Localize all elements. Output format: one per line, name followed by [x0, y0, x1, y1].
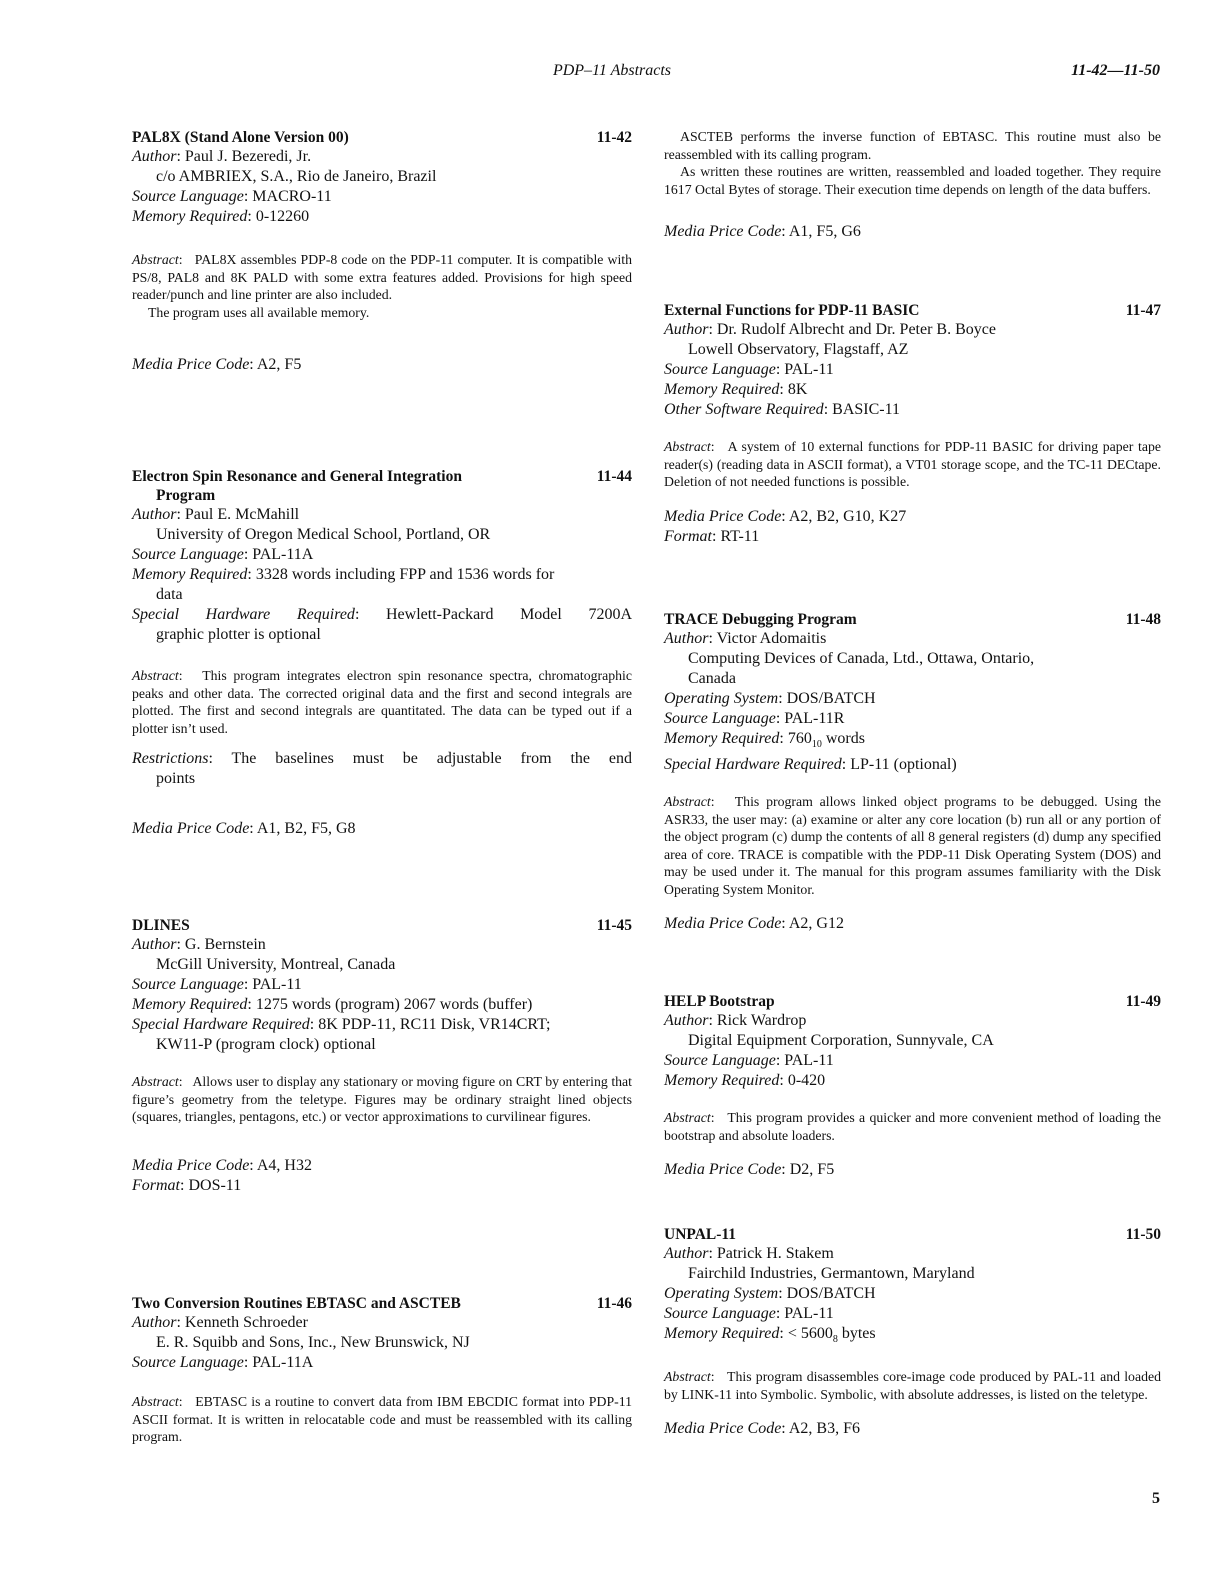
restrictions-label: Restrictions: [132, 750, 209, 767]
entry-title: TRACE Debugging Program: [664, 611, 857, 628]
source-language: MACRO-11: [252, 188, 332, 205]
special-hardware-label: Special Hardware Required: [132, 606, 355, 623]
memory-required-continued: data: [156, 586, 183, 603]
entry-number: 11-48: [1125, 611, 1161, 628]
memory-required: 5600: [800, 1325, 833, 1342]
abstract-text: A system of 10 external functions for PDP-11 BASIC for driving paper tape reader(s) (reading data in ASCII format), a VT01 storage scope, and the TC-11 DECtape. Deletion of not needed functions is possible.: [664, 439, 1161, 489]
memory-required-label: Memory Required: [664, 730, 780, 747]
author-label: Author: [132, 506, 177, 523]
media-price-code-label: Media Price Code: [132, 356, 250, 373]
media-block: Media Price Code: A1, B2, F5, G8: [132, 820, 356, 837]
memory-required-base: 8: [832, 1334, 838, 1346]
media-price-code: D2, F5: [789, 1161, 835, 1178]
memory-required-prefix: <: [787, 1325, 797, 1342]
entry-meta: Author: Kenneth Schroeder E. R. Squibb and Sons, Inc., New Brunswick, NJ Source Language: PAL-11A: [132, 1313, 632, 1373]
author-label: Author: [664, 1245, 709, 1262]
affiliation: University of Oregon Medical School, Portland, OR: [156, 526, 491, 543]
other-software-label: Other Software Required: [664, 401, 824, 418]
memory-required-base: 10: [811, 739, 822, 751]
media-price-code-label: Media Price Code: [664, 1161, 782, 1178]
entry-title: External Functions for PDP-11 BASIC: [664, 302, 920, 319]
abstract-text: This program allows linked object programs to be debugged. Using the ASR33, the user may: (a) examine or alter any core location (b) run all or any portion of the object program (c) dump the contents of all 8 general registers (d) dump any specified area of core. TRACE is compatible with the PDP-11 Disk Operating System (DOS) and may be used under it. The manual for this program assumes familiarity with the Disk Operating System Monitor.: [664, 794, 1161, 897]
abstract-paragraph: Abstract: PAL8X assembles PDP-8 code on the PDP-11 computer. It is compatible with PS/8, PAL8 and 8K PALD with some extra features added. Provisions for high speed reader/punch and line printer are also included. The program uses all available memory.: [132, 252, 633, 320]
running-header-range: 11-42—11-50: [1071, 62, 1160, 79]
entry-meta: Author: Paul E. McMahill University of Oregon Medical School, Portland, OR Source Language: PAL-11A Memory Required: 3328 words including FPP and 1536 words for data Special Hardware Required: Hewlett-Packard Model 7200A graphic plotter is optional: [132, 506, 633, 643]
media-price-code: A2, F5: [256, 356, 302, 373]
entry-heading: [664, 610, 1161, 629]
special-hardware-continued: KW11-P (program clock) optional: [156, 1036, 376, 1053]
abstract-entry-11-46: [132, 1294, 632, 1446]
source-language: PAL-11: [784, 1052, 834, 1069]
author-label: Author: [132, 936, 177, 953]
operating-system-label: Operating System: [664, 1285, 779, 1302]
abstract-entry-11-45: [132, 916, 632, 1196]
abstract-paragraph: Abstract: Allows user to display any stationary or moving figure on CRT by entering that figure’s geometry from the teletype. Figures may be ordinary straight lined objects (squares, triangles, pentagons, etc.) or vector approximations to curvilinear figures.: [132, 1074, 633, 1124]
abstract-text-continued: ASCTEB performs the inverse function of EBTASC. This routine must also be reassembled with its calling program.: [664, 129, 1161, 162]
media-price-code: A1, B2, F5, G8: [256, 820, 356, 837]
format-label: Format: [664, 527, 712, 545]
abstract-text: EBTASC is a routine to convert data from IBM EBCDIC format into PDP-11 ASCII format. It is written in relocatable code and must be reassembled with its calling program.: [132, 1394, 632, 1444]
author-label: Author: [132, 148, 177, 165]
entry-number: 11-50: [1125, 1226, 1161, 1243]
source-language: PAL-11A: [252, 1354, 314, 1371]
abstract-text: This program provides a quicker and more convenient method of loading the bootstrap and absolute loaders.: [664, 1110, 1161, 1143]
special-hardware-label: Special Hardware Required: [132, 1016, 310, 1033]
abstract-paragraph: Abstract: This program provides a quicker and more convenient method of loading the bootstrap and absolute loaders.: [664, 1110, 1161, 1143]
affiliation: Computing Devices of Canada, Ltd., Ottawa, Ontario,: [688, 650, 1035, 667]
author: Paul E. McMahill: [184, 506, 300, 523]
entry-meta: Author: Paul J. Bezeredi, Jr. c/o AMBRIEX, S.A., Rio de Janeiro, Brazil Source Language: MACRO-11 Memory Required: 0-12260: [132, 147, 632, 227]
abstract-paragraph: Abstract: EBTASC is a routine to convert data from IBM EBCDIC format into PDP-11 ASCII format. It is written in relocatable code and must be reassembled with its calling program.: [132, 1394, 632, 1444]
author-label: Author: [664, 1012, 709, 1029]
affiliation: E. R. Squibb and Sons, Inc., New Brunswick, NJ: [156, 1334, 470, 1351]
abstract-text-continued: The program uses all available memory.: [148, 304, 370, 320]
special-hardware: Hewlett-Packard Model 7200A: [385, 606, 633, 623]
entry-heading: [132, 1294, 632, 1313]
operating-system: DOS/BATCH: [786, 1285, 876, 1302]
author-label: Author: [664, 630, 709, 647]
format-label: Format: [132, 1176, 180, 1194]
media-price-code-label: Media Price Code: [132, 1156, 250, 1174]
format: DOS-11: [188, 1176, 242, 1194]
media-block: Media Price Code: A1, F5, G6: [664, 223, 861, 240]
entry-title: DLINES: [132, 917, 190, 934]
operating-system: DOS/BATCH: [786, 690, 876, 707]
abstract-text: Allows user to display any stationary or moving figure on CRT by entering that figure’s geometry from the teletype. Figures may be ordinary straight lined objects (squares, triangles, pentagons, etc.) or vector approximations to curvilinear figures.: [132, 1074, 633, 1124]
abstract-label: Abstract: [664, 794, 711, 810]
entry-number: 11-46: [596, 1295, 632, 1312]
source-language-label: Source Language: [132, 188, 244, 205]
entry-title: PAL8X (Stand Alone Version 00): [132, 129, 349, 146]
abstract-entry-11-48: [664, 610, 1161, 934]
source-language-label: Source Language: [664, 1305, 776, 1322]
abstract-entry-11-42: [132, 128, 632, 375]
special-hardware: LP-11 (optional): [850, 756, 957, 774]
entry-meta: Author: G. Bernstein McGill University, Montreal, Canada Source Language: PAL-11 Memory Required: 1275 words (program) 2067 words (buffer) Special Hardware Required: 8K PDP-11, RC11 Disk, VR14CRT; KW11-P (program clock) optional: [132, 935, 632, 1055]
entry-heading: [132, 467, 632, 505]
affiliation-continued: Canada: [688, 670, 736, 687]
abstract-text: PAL8X assembles PDP-8 code on the PDP-11 computer. It is compatible with PS/8, PAL8 and 8K PALD with some extra features added. Provisions for high speed reader/punch and line printer are also included.: [132, 252, 633, 302]
special-hardware-label: Special Hardware Required: [664, 756, 842, 774]
author: Victor Adomaitis: [716, 630, 827, 647]
memory-required: 3328 words including FPP and 1536 words for: [255, 566, 555, 583]
media-block: Media Price Code: D2, F5: [664, 1161, 835, 1178]
author: Patrick H. Stakem: [716, 1245, 834, 1262]
media-price-code: A2, B2, G10, K27: [788, 507, 907, 525]
source-language-label: Source Language: [664, 1052, 776, 1069]
entry-title: Two Conversion Routines EBTASC and ASCTEB: [132, 1295, 461, 1312]
affiliation: McGill University, Montreal, Canada: [156, 956, 396, 973]
abstract-entry-11-50: [664, 1225, 1161, 1439]
abstract-label: Abstract: [132, 1394, 179, 1409]
source-language-label: Source Language: [132, 1354, 244, 1371]
media-price-code-label: Media Price Code: [664, 1420, 782, 1438]
memory-required-label: Memory Required: [664, 381, 780, 398]
abstract-label: Abstract: [132, 668, 179, 683]
running-header-title: PDP–11 Abstracts: [552, 62, 672, 79]
entry-number: 11-49: [1125, 993, 1161, 1010]
source-language-label: Source Language: [132, 976, 244, 993]
media-block: Media Price Code: A2, G12: [664, 915, 844, 933]
abstract-paragraph: Abstract: This program disassembles core-image code produced by PAL-11 and loaded by LINK-11 into Symbolic. Symbolic, with absolute addresses, is listed on the teletype.: [664, 1369, 1162, 1402]
memory-required: 0-12260: [255, 208, 310, 225]
memory-required-unit: bytes: [841, 1325, 876, 1342]
entry-number: 11-47: [1125, 302, 1161, 319]
source-language: PAL-11A: [252, 546, 314, 563]
memory-required: 760: [787, 730, 812, 747]
other-software: BASIC-11: [832, 401, 900, 418]
source-language: PAL-11: [784, 361, 834, 378]
abstract-label: Abstract: [664, 439, 711, 454]
abstract-label: Abstract: [132, 1074, 179, 1089]
media-price-code: A2, G12: [788, 915, 844, 933]
media-price-code-label: Media Price Code: [132, 820, 250, 837]
entry-heading: [132, 128, 632, 147]
source-language-label: Source Language: [664, 710, 776, 727]
entry-number: 11-44: [596, 468, 632, 485]
abstract-entry-11-46-continued: [664, 128, 1161, 242]
abstract-paragraph: Abstract: This program integrates electron spin resonance spectra, chromatographic peaks and other data. The corrected original data and the first and second integrals are plotted. The first and second integrals are quantitated. The data can be typed out if a plotter isn’t used.: [132, 668, 632, 736]
entry-title-continued: Program: [156, 487, 216, 504]
media-price-code-label: Media Price Code: [664, 915, 782, 933]
affiliation: Fairchild Industries, Germantown, Maryland: [688, 1265, 975, 1282]
entry-heading: [132, 916, 632, 935]
format: RT-11: [720, 527, 760, 545]
memory-required-label: Memory Required: [132, 566, 248, 583]
media-price-code-label: Media Price Code: [664, 223, 782, 240]
source-language: PAL-11R: [784, 710, 845, 727]
memory-required: 1275 words (program) 2067 words (buffer): [255, 996, 533, 1013]
entry-title: HELP Bootstrap: [664, 993, 775, 1010]
media-price-code: A2, B3, F6: [788, 1420, 860, 1438]
abstract-text-continued-2: As written these routines are written, reassembled and loaded together. They require 1617 Octal Bytes of storage. Their execution time depends on length of the data buffers.: [664, 164, 1161, 197]
entry-meta: Author: Dr. Rudolf Albrecht and Dr. Peter B. Boyce Lowell Observatory, Flagstaff, AZ Source Language: PAL-11 Memory Required: 8K Other Software Required: BASIC-11: [664, 320, 1161, 420]
special-hardware: 8K PDP-11, RC11 Disk, VR14CRT;: [318, 1016, 551, 1033]
media-price-code-label: Media Price Code: [664, 507, 782, 525]
affiliation: Digital Equipment Corporation, Sunnyvale, CA: [688, 1032, 994, 1049]
author: Rick Wardrop: [716, 1012, 807, 1029]
abstract-paragraph: Abstract: This program allows linked object programs to be debugged. Using the ASR33, the user may: (a) examine or alter any core location (b) run all or any portion of the object program (c) dump the contents of all 8 general registers (d) dump any specified area of core. TRACE is compatible with the PDP-11 Disk Operating System (DOS) and may be used under it. The manual for this program assumes familiarity with the Disk Operating System Monitor.: [664, 794, 1161, 897]
source-language-label: Source Language: [664, 361, 776, 378]
author: G. Bernstein: [184, 936, 266, 953]
abstract-text: This program integrates electron spin resonance spectra, chromatographic peaks and other data. The corrected original data and the first and second integrals are plotted. The first and second integrals are quantitated. The data can be typed out if a plotter isn’t used.: [132, 668, 632, 736]
entry-number: 11-45: [596, 917, 632, 934]
abstract-label: Abstract: [664, 1369, 711, 1385]
source-language-label: Source Language: [132, 546, 244, 563]
abstract-paragraph: Abstract: A system of 10 external functions for PDP-11 BASIC for driving paper tape reader(s) (reading data in ASCII format), a VT01 storage scope, and the TC-11 DECtape. Deletion of not needed functions is possible.: [664, 439, 1161, 489]
media-price-code: A1, F5, G6: [788, 223, 861, 240]
operating-system-label: Operating System: [664, 690, 779, 707]
entry-meta: Author: Patrick H. Stakem Fairchild Industries, Germantown, Maryland Operating System: DOS/BATCH Source Language: PAL-11 Memory Required: < $5600_8$ bytes: [664, 1244, 1161, 1350]
memory-required-label: Memory Required: [664, 1072, 780, 1089]
restrictions: The baselines must be adjustable from the end: [231, 750, 633, 767]
author: Kenneth Schroeder: [184, 1314, 308, 1331]
abstract-label: Abstract: [664, 1110, 711, 1125]
memory-required-label: Memory Required: [132, 996, 248, 1013]
media-block: Media Price Code: A2, F5: [132, 356, 302, 373]
entry-heading: [664, 1225, 1161, 1244]
restrictions-block: Restrictions: The baselines must be adjustable from the end points: [132, 750, 633, 787]
memory-required-label: Memory Required: [132, 208, 248, 225]
affiliation: c/o AMBRIEX, S.A., Rio de Janeiro, Brazil: [156, 168, 437, 185]
abstract-label: Abstract: [132, 252, 179, 267]
abstract-entry-11-44: [132, 467, 632, 839]
memory-required: 8K: [787, 381, 808, 398]
entry-heading: [664, 992, 1161, 1011]
page-number: 5: [1152, 1490, 1160, 1507]
entry-title: UNPAL-11: [664, 1226, 737, 1243]
author: Dr. Rudolf Albrecht and Dr. Peter B. Boyce: [716, 321, 996, 338]
source-language: PAL-11: [784, 1305, 834, 1322]
media-block: Media Price Code: A4, H32 Format: DOS-11: [132, 1156, 312, 1194]
special-hardware-continued: graphic plotter is optional: [156, 626, 321, 643]
memory-required: 0-420: [787, 1072, 826, 1089]
media-block: Media Price Code: A2, B3, F6: [664, 1420, 860, 1438]
abstract-entry-11-49: [664, 992, 1161, 1180]
entry-number: 11-42: [596, 129, 632, 146]
author-label: Author: [132, 1314, 177, 1331]
media-block: Media Price Code: A2, B2, G10, K27 Format: RT-11: [664, 507, 907, 545]
entry-heading: [664, 301, 1161, 320]
entry-meta: Author: Victor Adomaitis Computing Devices of Canada, Ltd., Ottawa, Ontario, Canada Operating System: DOS/BATCH Source Language: PAL-11R Memory Required: $760_{10}$ words Special Hardware Required: LP-11 (optional): [664, 629, 1161, 775]
restrictions-continued: points: [156, 770, 196, 787]
abstract-paragraph-continued: [664, 128, 1161, 198]
memory-required-label: Memory Required: [664, 1325, 780, 1342]
affiliation: Lowell Observatory, Flagstaff, AZ: [688, 341, 909, 358]
author: Paul J. Bezeredi, Jr.: [184, 148, 312, 165]
author-label: Author: [664, 321, 709, 338]
memory-required-unit: words: [825, 730, 865, 747]
media-price-code: A4, H32: [256, 1156, 312, 1174]
source-language: PAL-11: [252, 976, 302, 993]
entry-meta: Author: Rick Wardrop Digital Equipment Corporation, Sunnyvale, CA Source Language: PAL-11 Memory Required: 0-420: [664, 1011, 1161, 1091]
entry-title: Electron Spin Resonance and General Integration: [132, 468, 462, 485]
abstract-text: This program disassembles core-image code produced by PAL-11 and loaded by LINK-11 into Symbolic. Symbolic, with absolute addresses, is listed on the teletype.: [664, 1369, 1162, 1402]
abstract-entry-11-47: [664, 301, 1161, 547]
